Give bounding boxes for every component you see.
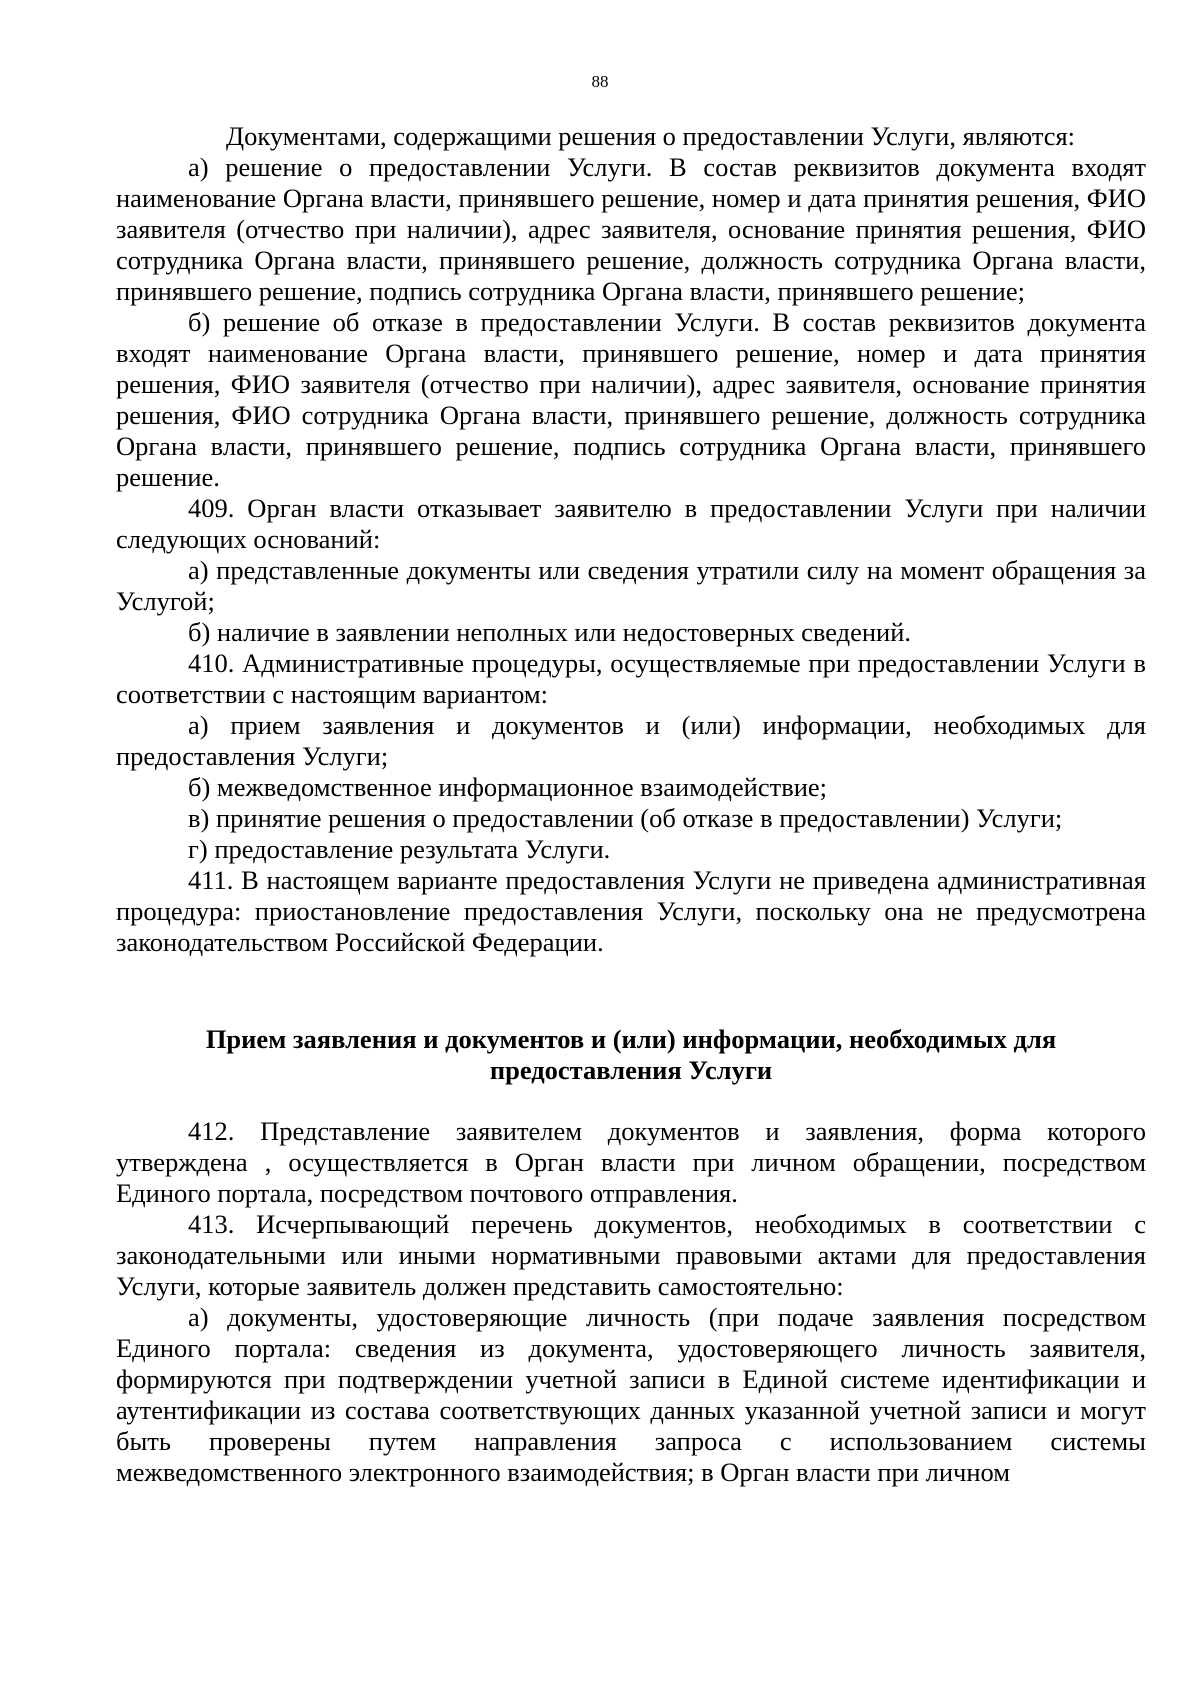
paragraph-410-a: а) прием заявления и документов и (или) информации, необходимых для предоставления Услуги; (116, 710, 1146, 771)
paragraph-410-d: г) предоставление результата Услуги. (188, 834, 611, 864)
paragraph-412: 412. Представление заявителем документов и заявления, форма которого утверждена , осуществляется в Орган власти при личном обращении, посредством Единого портала, посредством почтового отправления. (116, 1116, 1146, 1208)
paragraph-410-c: в) принятие решения о предоставлении (об отказе в предоставлении) Услуги; (188, 803, 1063, 833)
paragraph-409-a: а) представленные документы или сведения утратили силу на момент обращения за Услугой; (116, 555, 1146, 616)
paragraph-410-b: б) межведомственное информационное взаимодействие; (188, 772, 828, 802)
section-heading (116, 1024, 1146, 1086)
paragraph-411: 411. В настоящем варианте предоставления Услуги не приведена административная процедура: приостановление предоставления Услуги, поскольку она не предусмотрена законодательством Российской Федерации. (116, 865, 1146, 957)
paragraph-item-b-refusal: б) решение об отказе в предоставлении Услуги. В состав реквизитов документа входят наименование Органа власти, принявшего решение, номер и дата принятия решения, ФИО заявителя (отчество при наличии), адрес заявителя, основание принятия решения, ФИО сотрудника Органа власти, принявшего решение, должность сотрудника Органа власти, принявшего решение, подпись сотрудника Органа власти, принявшего решение. (116, 307, 1146, 492)
paragraph-409: 409. Орган власти отказывает заявителю в предоставлении Услуги при наличии следующих оснований: (116, 493, 1146, 554)
paragraph-413-a: а) документы, удостоверяющие личность (при подаче заявления посредством Единого портала: сведения из документа, удостоверяющего личность заявителя, формируются при подтверждении учетной записи в Единой системе идентификации и аутентификации из состава соответствующих данных указанной учетной записи и могут быть проверены путем направления запроса с использованием системы межведомственного электронного взаимодействия; в Орган власти при личном (116, 1302, 1146, 1487)
paragraph-409-b: б) наличие в заявлении неполных или недостоверных сведений. (188, 617, 912, 647)
paragraph-413: 413. Исчерпывающий перечень документов, необходимых в соответствии с законодательными или иными нормативными правовыми актами для предоставления Услуги, которые заявитель должен представить самостоятельно: (116, 1209, 1146, 1301)
paragraph-item-a-decision: а) решение о предоставлении Услуги. В состав реквизитов документа входят наименование Органа власти, принявшего решение, номер и дата принятия решения, ФИО заявителя (отчество при наличии), адрес заявителя, основание принятия решения, ФИО сотрудника Органа власти, принявшего решение, должность сотрудника Органа власти, принявшего решение, подпись сотрудника Органа власти, принявшего решение; (116, 152, 1146, 306)
paragraph-410: 410. Административные процедуры, осуществляемые при предоставлении Услуги в соответствии с настоящим вариантом: (116, 648, 1146, 709)
section-heading-line-1: Прием заявления и документов и (или) информации, необходимых для (205, 1024, 1057, 1054)
section-heading-line-2: предоставления Услуги (489, 1055, 773, 1085)
document-body (116, 121, 1146, 1488)
paragraph-intro: Документами, содержащими решения о предоставлении Услуги, являются: (226, 121, 1076, 151)
page-number: 88 (591, 72, 609, 91)
